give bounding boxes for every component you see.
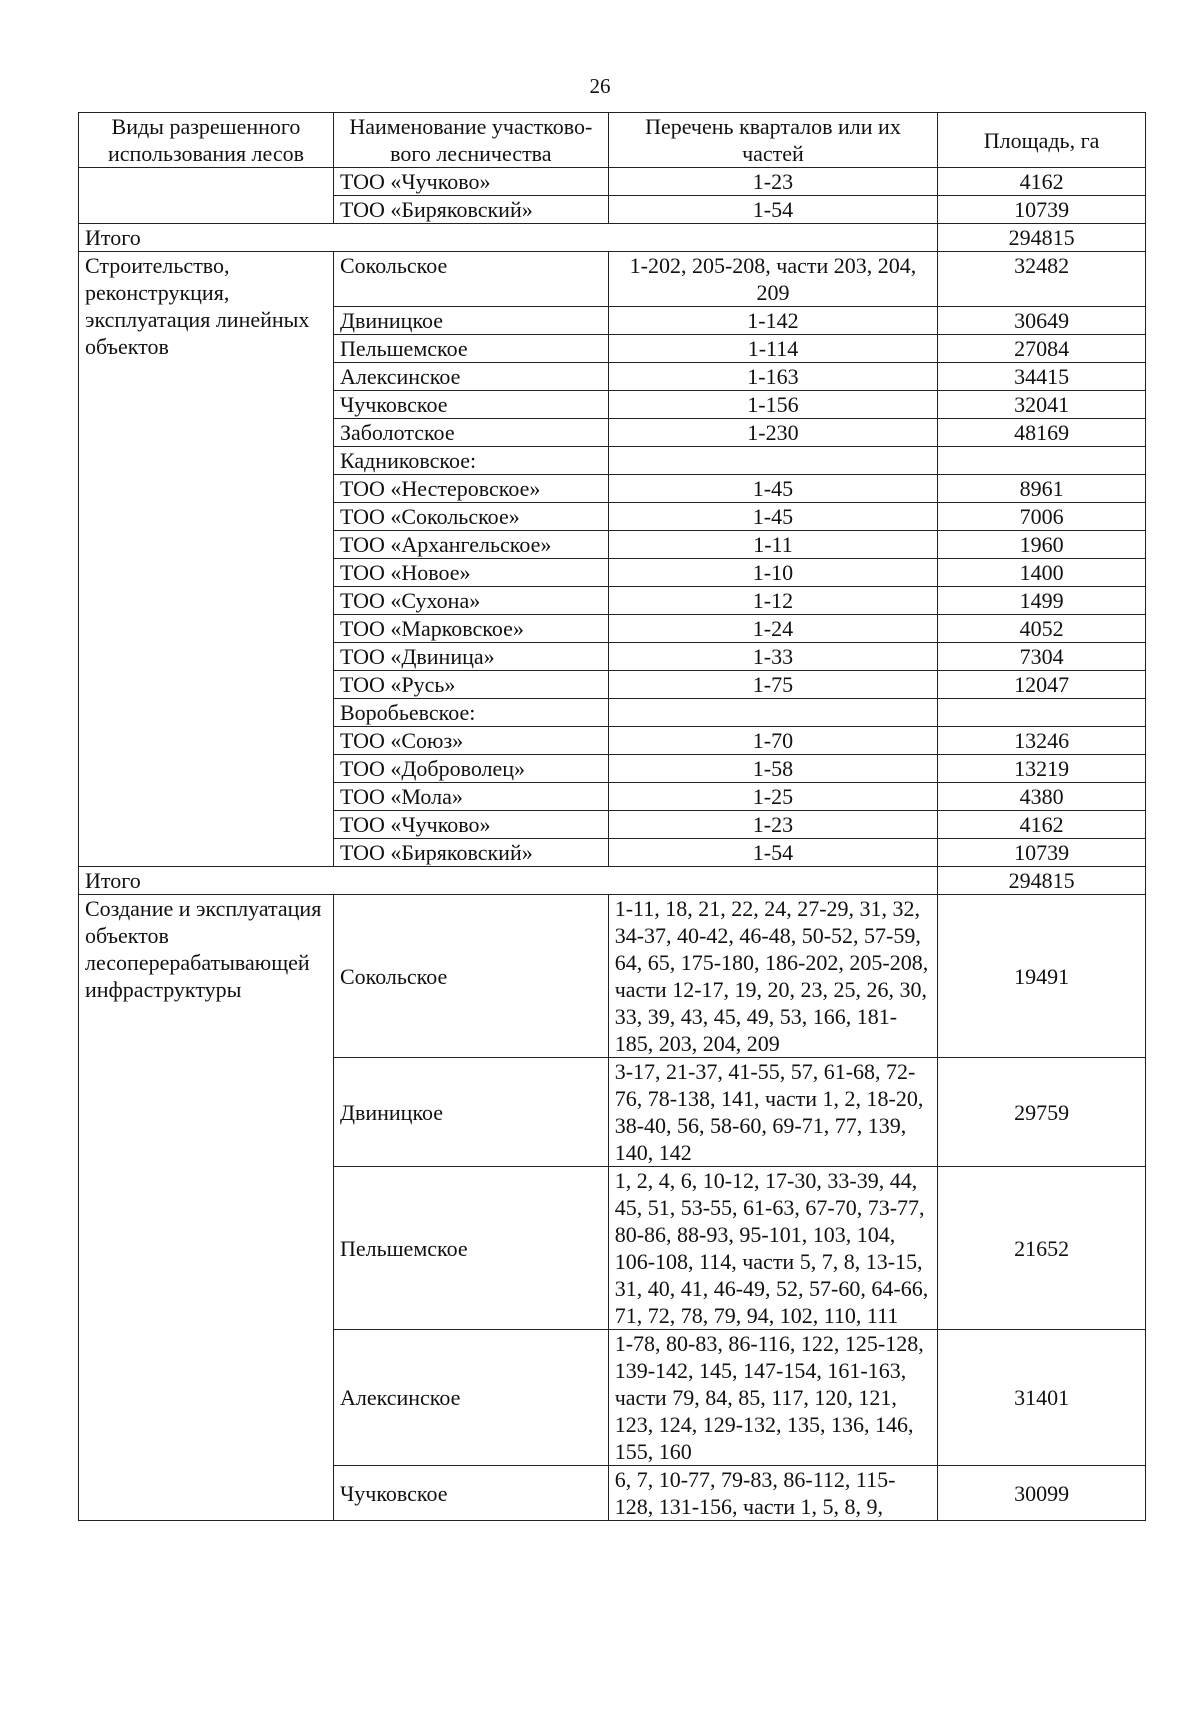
forestry-name: ТОО «Чучково» [333,811,608,839]
quarters: 1-156 [608,391,937,419]
quarters: 1-142 [608,307,937,335]
quarters: 1-25 [608,783,937,811]
area: 4052 [938,615,1146,643]
forestry-name: ТОО «Доброволец» [333,755,608,783]
area: 13219 [938,755,1146,783]
table-row [79,895,1146,1058]
total-label: Итого [79,867,938,895]
area: 27084 [938,335,1146,363]
quarters: 6, 7, 10-77, 79-83, 86-112, 115-128, 131-156, части 1, 5, 8, 9, [608,1466,937,1521]
quarters: 1-54 [608,839,937,867]
forestry-name: Двиницкое [333,1058,608,1167]
quarters: 1-23 [608,811,937,839]
forestry-name: ТОО «Нестеровское» [333,475,608,503]
total-row [79,867,1146,895]
area: 48169 [938,419,1146,447]
quarters: 1-75 [608,671,937,699]
quarters: 1-24 [608,615,937,643]
quarters: 1-230 [608,419,937,447]
header-area: Площадь, га [938,113,1146,168]
quarters: 1-114 [608,335,937,363]
quarters: 1, 2, 4, 6, 10-12, 17-30, 33-39, 44, 45, 51, 53-55, 61-63, 67-70, 73-77, 80-86, 88-93, 95-101, 103, 104, 106-108, 114, части 5, 7, 8, 13-15, 31, 40, 41, 46-49, 52, 57-60, 64-66, 71, 72, 78, 79, 94, 102, 110, 111 [608,1167,937,1330]
area: 1400 [938,559,1146,587]
area: 10739 [938,196,1146,224]
area: 1499 [938,587,1146,615]
table-row [79,252,1146,307]
forestry-name: ТОО «Биряковский» [333,196,608,224]
quarters: 1-10 [608,559,937,587]
forestry-name: Пельшемское [333,1167,608,1330]
table-row [79,168,1146,196]
forestry-name: Алексинское [333,363,608,391]
quarters: 1-23 [608,168,937,196]
area: 4162 [938,168,1146,196]
quarters [608,447,937,475]
use-type: Строительство, реконструкция, эксплуатация линейных объектов [79,252,334,867]
quarters: 1-78, 80-83, 86-116, 122, 125-128, 139-142, 145, 147-154, 161-163, части 79, 84, 85, 117, 120, 121, 123, 124, 129-132, 135, 136, 146, 155, 160 [608,1330,937,1466]
area: 21652 [938,1167,1146,1330]
area: 32041 [938,391,1146,419]
header-forestry-name: Наименование участково-вого лесничества [333,113,608,168]
forestry-name: ТОО «Союз» [333,727,608,755]
area: 1960 [938,531,1146,559]
quarters: 1-12 [608,587,937,615]
area: 29759 [938,1058,1146,1167]
empty-use-type-cell [79,168,334,224]
forestry-name: Воробьевское: [333,699,608,727]
area: 12047 [938,671,1146,699]
header-use-type: Виды разрешенного использования лесов [79,113,334,168]
area [938,699,1146,727]
forest-use-table [78,112,1146,1521]
forestry-name: Заболотское [333,419,608,447]
quarters: 1-11 [608,531,937,559]
header-quarters: Перечень кварталов или их частей [608,113,937,168]
quarters: 1-163 [608,363,937,391]
area: 34415 [938,363,1146,391]
quarters: 1-11, 18, 21, 22, 24, 27-29, 31, 32, 34-37, 40-42, 46-48, 50-52, 57-59, 64, 65, 175-180, 186-202, 205-208, части 12-17, 19, 20, 23, 25, 26, 30, 33, 39, 43, 45, 49, 53, 166, 181-185, 203, 204, 209 [608,895,937,1058]
total-area: 294815 [938,224,1146,252]
forestry-name: Пельшемское [333,335,608,363]
area: 30649 [938,307,1146,335]
forestry-name: Двиницкое [333,307,608,335]
area: 13246 [938,727,1146,755]
quarters: 1-58 [608,755,937,783]
forestry-name: Кадниковское: [333,447,608,475]
quarters: 1-45 [608,503,937,531]
area: 19491 [938,895,1146,1058]
area: 7006 [938,503,1146,531]
area: 30099 [938,1466,1146,1521]
header-row [79,113,1146,168]
forestry-name: Сокольское [333,252,608,307]
quarters: 1-202, 205-208, части 203, 204, 209 [608,252,937,307]
area: 4380 [938,783,1146,811]
quarters: 1-54 [608,196,937,224]
area: 7304 [938,643,1146,671]
area: 4162 [938,811,1146,839]
total-row [79,224,1146,252]
forestry-name: ТОО «Двиница» [333,643,608,671]
quarters: 1-70 [608,727,937,755]
forestry-name: Чучковское [333,1466,608,1521]
area: 8961 [938,475,1146,503]
forestry-name: Чучковское [333,391,608,419]
section-processing-infrastructure [79,895,1146,1521]
forestry-name: Сокольское [333,895,608,1058]
forestry-name: ТОО «Архангельское» [333,531,608,559]
total-area: 294815 [938,867,1146,895]
area: 32482 [938,252,1146,307]
quarters: 1-33 [608,643,937,671]
quarters: 3-17, 21-37, 41-55, 57, 61-68, 72-76, 78-138, 141, части 1, 2, 18-20, 38-40, 56, 58-60, 69-71, 77, 139, 140, 142 [608,1058,937,1167]
forestry-name: ТОО «Биряковский» [333,839,608,867]
forestry-name: ТОО «Марковское» [333,615,608,643]
area: 31401 [938,1330,1146,1466]
forestry-name: ТОО «Сокольское» [333,503,608,531]
area [938,447,1146,475]
total-label: Итого [79,224,938,252]
page-number: 26 [589,74,611,98]
quarters: 1-45 [608,475,937,503]
section-linear-objects [79,252,1146,867]
forestry-name: ТОО «Чучково» [333,168,608,196]
forestry-name: ТОО «Мола» [333,783,608,811]
quarters [608,699,937,727]
forestry-name: ТОО «Сухона» [333,587,608,615]
forestry-name: ТОО «Русь» [333,671,608,699]
forestry-name: Алексинское [333,1330,608,1466]
use-type: Создание и эксплуатация объектов лесоперерабатывающей инфраструктуры [79,895,334,1521]
forestry-name: ТОО «Новое» [333,559,608,587]
area: 10739 [938,839,1146,867]
